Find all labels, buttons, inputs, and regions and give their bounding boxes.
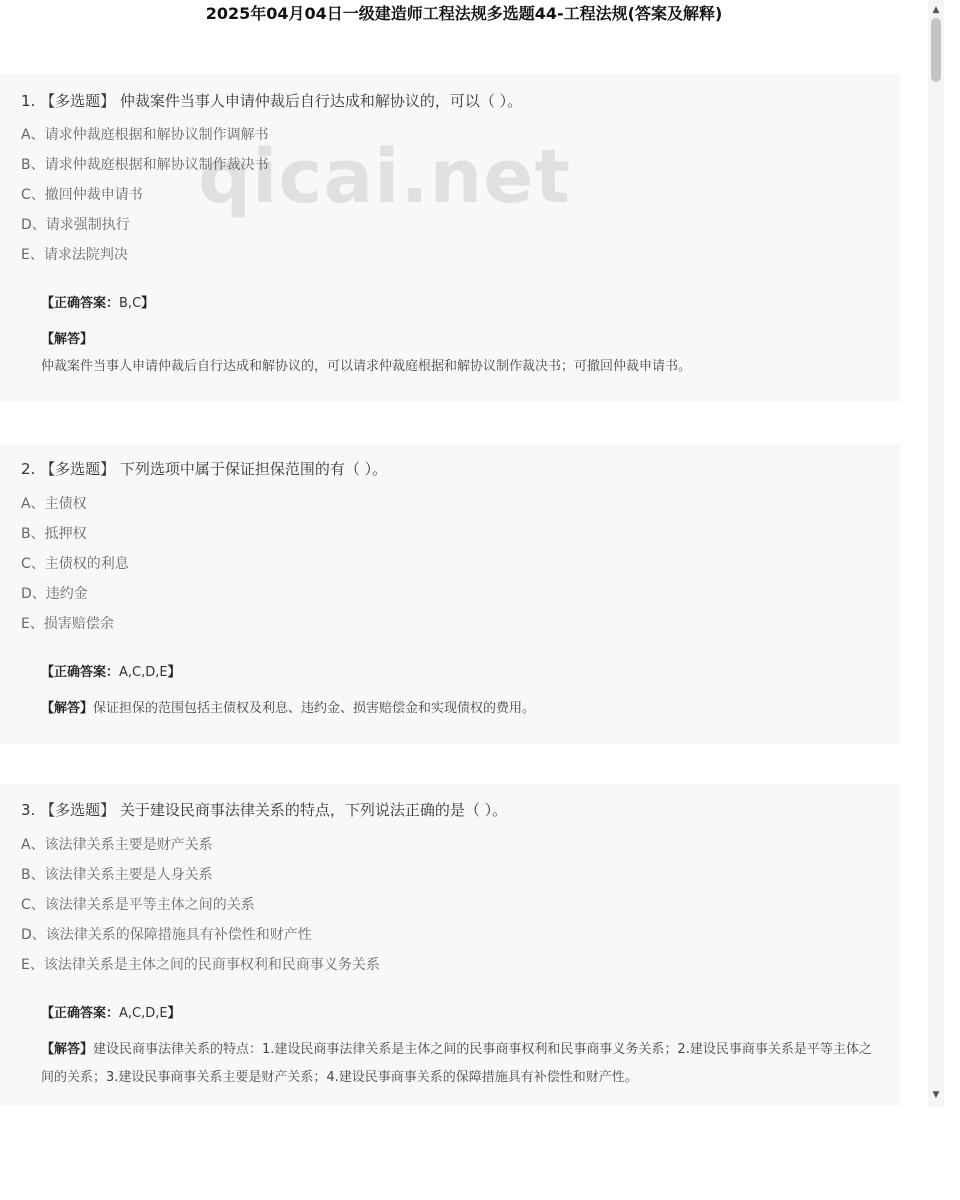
- scroll-down-arrow-icon[interactable]: ▼: [932, 1090, 940, 1100]
- explanation-label: 【解答】: [41, 1042, 94, 1057]
- option-e: E、损害赔偿余: [21, 616, 114, 632]
- answer-close: 】: [167, 1006, 181, 1021]
- question-stem: 关于建设民商事法律关系的特点，下列说法正确的是（ ）。: [119, 801, 508, 819]
- option-b: B、抵押权: [21, 526, 87, 542]
- question-card-1: [0, 74, 900, 402]
- option-e: E、请求法院判决: [21, 247, 128, 263]
- question-number: 1.: [21, 92, 36, 110]
- question-type: 【多选题】: [40, 92, 116, 110]
- option-a: A、请求仲裁庭根据和解协议制作调解书: [21, 127, 269, 143]
- option-c: C、该法律关系是平等主体之间的关系: [21, 897, 255, 913]
- question-card-2: [0, 443, 900, 744]
- question-stem: 下列选项中属于保证担保范围的有（ ）。: [119, 460, 388, 478]
- explanation: [41, 700, 535, 718]
- explanation-text: 仲裁案件当事人申请仲裁后自行达成和解协议的，可以请求仲裁庭根据和解协议制作裁决书；可撤回仲裁申请书。: [41, 359, 692, 374]
- option-d: D、违约金: [21, 586, 88, 602]
- answer-close: 】: [141, 296, 155, 311]
- correct-answer: [41, 1005, 181, 1023]
- question-number: 2.: [21, 460, 36, 478]
- question-type: 【多选题】: [40, 801, 116, 819]
- option-b: B、请求仲裁庭根据和解协议制作裁决书: [21, 157, 269, 173]
- option-c: C、撤回仲裁申请书: [21, 187, 143, 203]
- scroll-up-arrow-icon[interactable]: ▲: [932, 5, 940, 15]
- watermark: qicai.net: [198, 134, 571, 220]
- option-b: B、该法律关系主要是人身关系: [21, 867, 213, 883]
- answer-close: 】: [167, 665, 181, 680]
- correct-answer: [41, 295, 154, 313]
- answer-label: 【正确答案：: [41, 296, 120, 311]
- answer-label: 【正确答案：: [41, 1006, 120, 1021]
- answer-label: 【正确答案：: [41, 665, 120, 680]
- page-title: 2025年04月04日一级建造师工程法规多选题44-工程法规(答案及解释): [205, 4, 723, 23]
- question-card-3: [0, 784, 900, 1106]
- option-e: E、该法律关系是主体之间的民商事权利和民商事义务关系: [21, 957, 380, 973]
- question-header: [21, 91, 522, 111]
- question-header: [21, 459, 387, 479]
- vertical-scrollbar[interactable]: [928, 0, 944, 1106]
- explanation-text: 保证担保的范围包括主债权及利息、违约金、损害赔偿金和实现债权的费用。: [93, 701, 536, 716]
- option-a: A、主债权: [21, 496, 87, 512]
- question-header: [21, 800, 507, 820]
- option-d: D、请求强制执行: [21, 217, 130, 233]
- scrollbar-thumb[interactable]: [931, 18, 941, 82]
- answer-value: A,C,D,E: [119, 665, 168, 680]
- answer-value: B,C: [119, 296, 142, 311]
- question-number: 3.: [21, 801, 36, 819]
- explanation-text: 建设民商事法律关系的特点：1.建设民商事法律关系是主体之间的民事商事权利和民事商事义务关系；2.建设民事商事关系是平等主体之间的关系；3.建设民事商事关系主要是财产关系；4.建设民事商事关系的保障措施具有补偿性和财产性。: [41, 1042, 872, 1085]
- correct-answer: [41, 664, 181, 682]
- question-stem: 仲裁案件当事人申请仲裁后自行达成和解协议的，可以（ ）。: [119, 92, 523, 110]
- question-type: 【多选题】: [40, 460, 116, 478]
- option-c: C、主债权的利息: [21, 556, 129, 572]
- option-d: D、该法律关系的保障措施具有补偿性和财产性: [21, 927, 312, 943]
- option-a: A、该法律关系主要是财产关系: [21, 837, 213, 853]
- explanation-label: 【解答】: [41, 332, 94, 347]
- explanation-label: 【解答】: [41, 701, 94, 716]
- answer-value: A,C,D,E: [119, 1006, 168, 1021]
- explanation: [41, 1036, 881, 1092]
